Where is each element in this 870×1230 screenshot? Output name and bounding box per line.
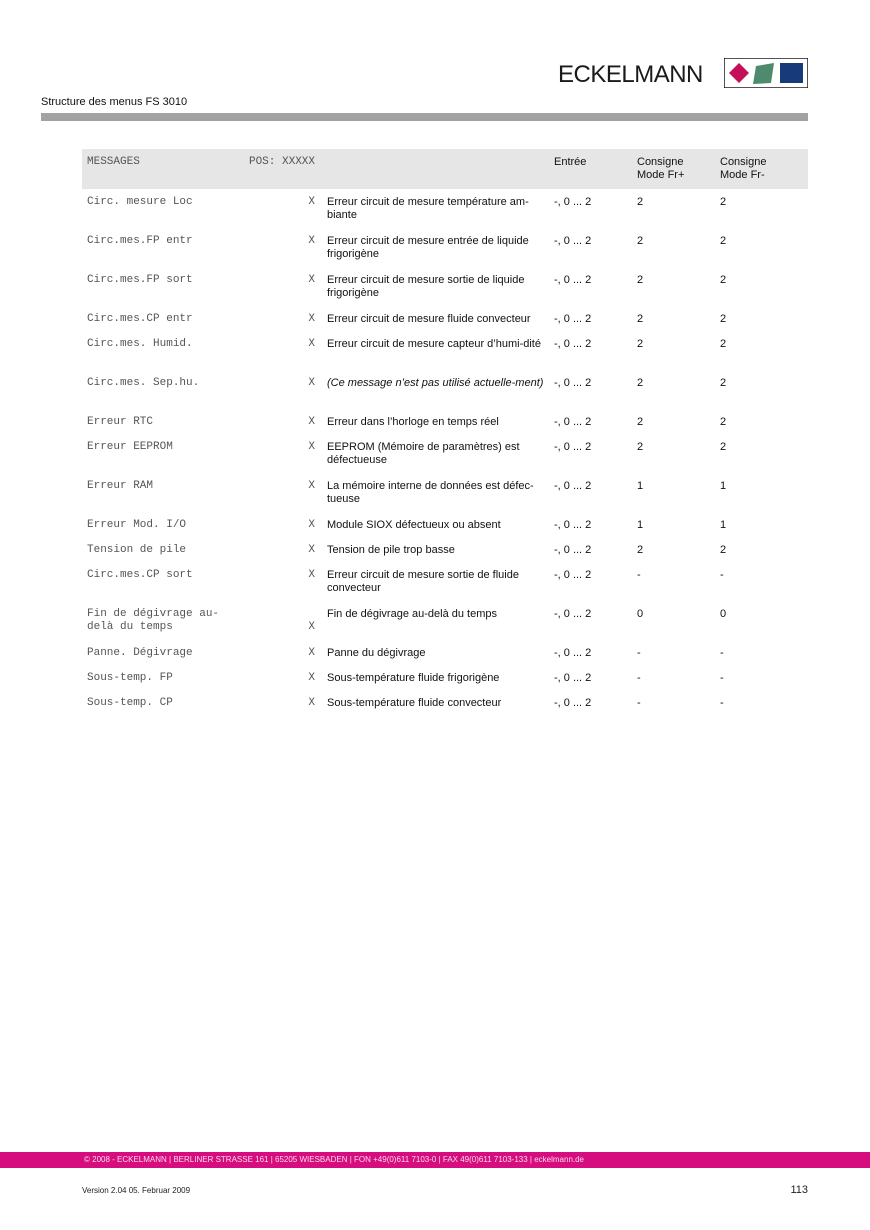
table-row bbox=[82, 306, 808, 331]
message-description: Erreur circuit de mesure fluide convecteur bbox=[327, 313, 531, 325]
message-consigne-plus: - bbox=[637, 569, 641, 581]
message-pos-marker: X bbox=[308, 377, 315, 389]
message-consigne-minus: - bbox=[720, 569, 724, 581]
message-entree: -, 0 ... 2 bbox=[554, 608, 592, 620]
message-name: Erreur RTC bbox=[87, 416, 154, 428]
message-entree: -, 0 ... 2 bbox=[554, 313, 592, 325]
table-row bbox=[82, 189, 808, 228]
message-description: Panne du dégivrage bbox=[327, 647, 426, 659]
message-consigne-plus: - bbox=[637, 697, 641, 709]
message-description: Erreur circuit de mesure sortie de liquide frigorigène bbox=[327, 274, 525, 299]
message-name: Erreur RAM bbox=[87, 480, 154, 492]
messages-table bbox=[82, 149, 808, 715]
message-name: Circ.mes.CP sort bbox=[87, 569, 193, 581]
message-consigne-minus: 2 bbox=[720, 416, 727, 428]
message-consigne-minus: - bbox=[720, 672, 724, 684]
message-entree: -, 0 ... 2 bbox=[554, 338, 592, 350]
table-row bbox=[82, 665, 808, 690]
message-consigne-minus: 1 bbox=[720, 519, 727, 531]
message-consigne-minus: - bbox=[720, 697, 724, 709]
message-entree: -, 0 ... 2 bbox=[554, 697, 592, 709]
message-consigne-plus: 2 bbox=[637, 338, 644, 350]
message-name: Panne. Dégivrage bbox=[87, 647, 193, 659]
message-entree: -, 0 ... 2 bbox=[554, 416, 592, 428]
message-consigne-minus: 2 bbox=[720, 441, 727, 453]
message-description: Erreur dans l’horloge en temps réel bbox=[327, 416, 499, 428]
message-pos-marker: X bbox=[308, 672, 315, 684]
message-pos-marker: X bbox=[308, 416, 315, 428]
header-messages: MESSAGES bbox=[87, 156, 140, 168]
footer-address: © 2008 - ECKELMANN | BERLINER STRASSE 161 | 65205 WIESBADEN | FON +49(0)611 7103-0 | FAX 49(0)611 7103-133 | eckelmann.de bbox=[84, 1155, 585, 1164]
message-description: Erreur circuit de mesure température am-biante bbox=[327, 196, 529, 221]
message-name: Circ.mes. Sep.hu. bbox=[87, 377, 200, 389]
table-row bbox=[82, 640, 808, 665]
message-consigne-minus: 2 bbox=[720, 274, 727, 286]
message-consigne-plus: 2 bbox=[637, 441, 644, 453]
message-entree: -, 0 ... 2 bbox=[554, 672, 592, 684]
table-row bbox=[82, 690, 808, 715]
message-consigne-minus: 2 bbox=[720, 313, 727, 325]
message-description: Erreur circuit de mesure entrée de liquide frigorigène bbox=[327, 235, 529, 260]
message-description: Sous-température fluide convecteur bbox=[327, 697, 502, 709]
message-consigne-plus: 2 bbox=[637, 235, 644, 247]
message-entree: -, 0 ... 2 bbox=[554, 647, 592, 659]
message-description: Tension de pile trop basse bbox=[327, 544, 455, 556]
message-pos-marker: X bbox=[308, 441, 315, 453]
message-consigne-plus: 0 bbox=[637, 608, 644, 620]
message-name: Circ.mes. Humid. bbox=[87, 338, 193, 350]
table-row bbox=[82, 512, 808, 537]
message-name: Sous-temp. CP bbox=[87, 697, 173, 709]
message-consigne-minus: 2 bbox=[720, 544, 727, 556]
message-entree: -, 0 ... 2 bbox=[554, 519, 592, 531]
message-consigne-plus: 2 bbox=[637, 377, 644, 389]
message-consigne-minus: 1 bbox=[720, 480, 727, 492]
message-pos-marker: X bbox=[308, 235, 315, 247]
message-consigne-plus: 1 bbox=[637, 480, 644, 492]
brand-wordmark: ECKELMANN bbox=[558, 61, 703, 88]
header-divider bbox=[41, 113, 808, 121]
message-entree: -, 0 ... 2 bbox=[554, 544, 592, 556]
message-consigne-plus: 2 bbox=[637, 313, 644, 325]
message-consigne-minus: 2 bbox=[720, 338, 727, 350]
message-entree: -, 0 ... 2 bbox=[554, 569, 592, 581]
message-consigne-minus: 0 bbox=[720, 608, 727, 620]
table-header-row bbox=[82, 149, 808, 189]
message-description: Module SIOX défectueux ou absent bbox=[327, 519, 501, 531]
message-pos-marker: X bbox=[308, 338, 315, 350]
message-description: Fin de dégivrage au-delà du temps bbox=[327, 608, 497, 620]
page-number: 113 bbox=[790, 1184, 808, 1196]
message-pos-marker: X bbox=[308, 196, 315, 208]
message-pos-marker: X bbox=[308, 480, 315, 492]
message-entree: -, 0 ... 2 bbox=[554, 274, 592, 286]
message-consigne-plus: - bbox=[637, 672, 641, 684]
message-pos-marker: X bbox=[308, 519, 315, 531]
message-consigne-plus: 1 bbox=[637, 519, 644, 531]
message-consigne-minus: - bbox=[720, 647, 724, 659]
header-consigne-plus-line2: Mode Fr+ bbox=[637, 169, 685, 181]
message-entree: -, 0 ... 2 bbox=[554, 196, 592, 208]
table-row bbox=[82, 267, 808, 306]
message-name: Erreur EEPROM bbox=[87, 441, 173, 453]
table-row bbox=[82, 228, 808, 267]
message-consigne-plus: 2 bbox=[637, 196, 644, 208]
message-description: La mémoire interne de données est défec-tueuse bbox=[327, 480, 534, 505]
message-description: Erreur circuit de mesure sortie de fluide convecteur bbox=[327, 569, 519, 594]
table-row bbox=[82, 601, 808, 640]
message-description: Erreur circuit de mesure capteur d’humi-dité bbox=[327, 338, 541, 350]
message-pos-marker: X bbox=[308, 647, 315, 659]
header-consigne-plus bbox=[637, 149, 720, 189]
message-pos-marker: X bbox=[308, 313, 315, 325]
message-pos-marker: X bbox=[308, 697, 315, 709]
table-row bbox=[82, 409, 808, 434]
message-pos-marker: X bbox=[308, 544, 315, 556]
message-consigne-minus: 2 bbox=[720, 196, 727, 208]
message-entree: -, 0 ... 2 bbox=[554, 377, 592, 389]
header-consigne-minus bbox=[720, 149, 808, 189]
table-row bbox=[82, 537, 808, 562]
message-name: Circ.mes.FP sort bbox=[87, 274, 193, 286]
message-name: Circ. mesure Loc bbox=[87, 196, 193, 208]
message-description: (Ce message n’est pas utilisé actuelle-ment) bbox=[327, 377, 544, 389]
message-name: Circ.mes.FP entr bbox=[87, 235, 193, 247]
message-pos-marker: X bbox=[308, 274, 315, 286]
footer-bar bbox=[0, 1152, 870, 1168]
message-consigne-plus: 2 bbox=[637, 544, 644, 556]
message-name: Erreur Mod. I/O bbox=[87, 519, 187, 531]
message-entree: -, 0 ... 2 bbox=[554, 235, 592, 247]
table-row bbox=[82, 434, 808, 473]
message-name: Tension de pile bbox=[87, 544, 187, 556]
header-empty bbox=[327, 149, 554, 189]
document-title: Structure des menus FS 3010 bbox=[41, 96, 188, 108]
table-row bbox=[82, 370, 808, 409]
logo-mark-icon bbox=[724, 58, 808, 88]
message-consigne-plus: 2 bbox=[637, 274, 644, 286]
message-consigne-plus: - bbox=[637, 647, 641, 659]
message-pos-marker: X bbox=[308, 621, 315, 633]
message-consigne-minus: 2 bbox=[720, 235, 727, 247]
message-description: EEPROM (Mémoire de paramètres) est défectueuse bbox=[327, 441, 520, 466]
message-entree: -, 0 ... 2 bbox=[554, 441, 592, 453]
message-pos-marker: X bbox=[308, 569, 315, 581]
version-info: Version 2.04 05. Februar 2009 bbox=[82, 1186, 191, 1195]
header-consigne-minus-line2: Mode Fr- bbox=[720, 169, 765, 181]
table-row bbox=[82, 331, 808, 370]
header-consigne-minus-line1: Consigne bbox=[720, 156, 767, 168]
brand-logo bbox=[558, 58, 810, 88]
message-description: Sous-température fluide frigorigène bbox=[327, 672, 500, 684]
message-consigne-plus: 2 bbox=[637, 416, 644, 428]
message-name: Fin de dégivrage au-delà du temps bbox=[87, 608, 220, 633]
table-row bbox=[82, 473, 808, 512]
header-pos: POS: XXXXX bbox=[248, 156, 315, 168]
message-entree: -, 0 ... 2 bbox=[554, 480, 592, 492]
message-name: Circ.mes.CP entr bbox=[87, 313, 193, 325]
header-consigne-plus-line1: Consigne bbox=[637, 156, 684, 168]
table-row bbox=[82, 562, 808, 601]
message-consigne-minus: 2 bbox=[720, 377, 727, 389]
header-entree: Entrée bbox=[554, 156, 587, 168]
message-name: Sous-temp. FP bbox=[87, 672, 173, 684]
